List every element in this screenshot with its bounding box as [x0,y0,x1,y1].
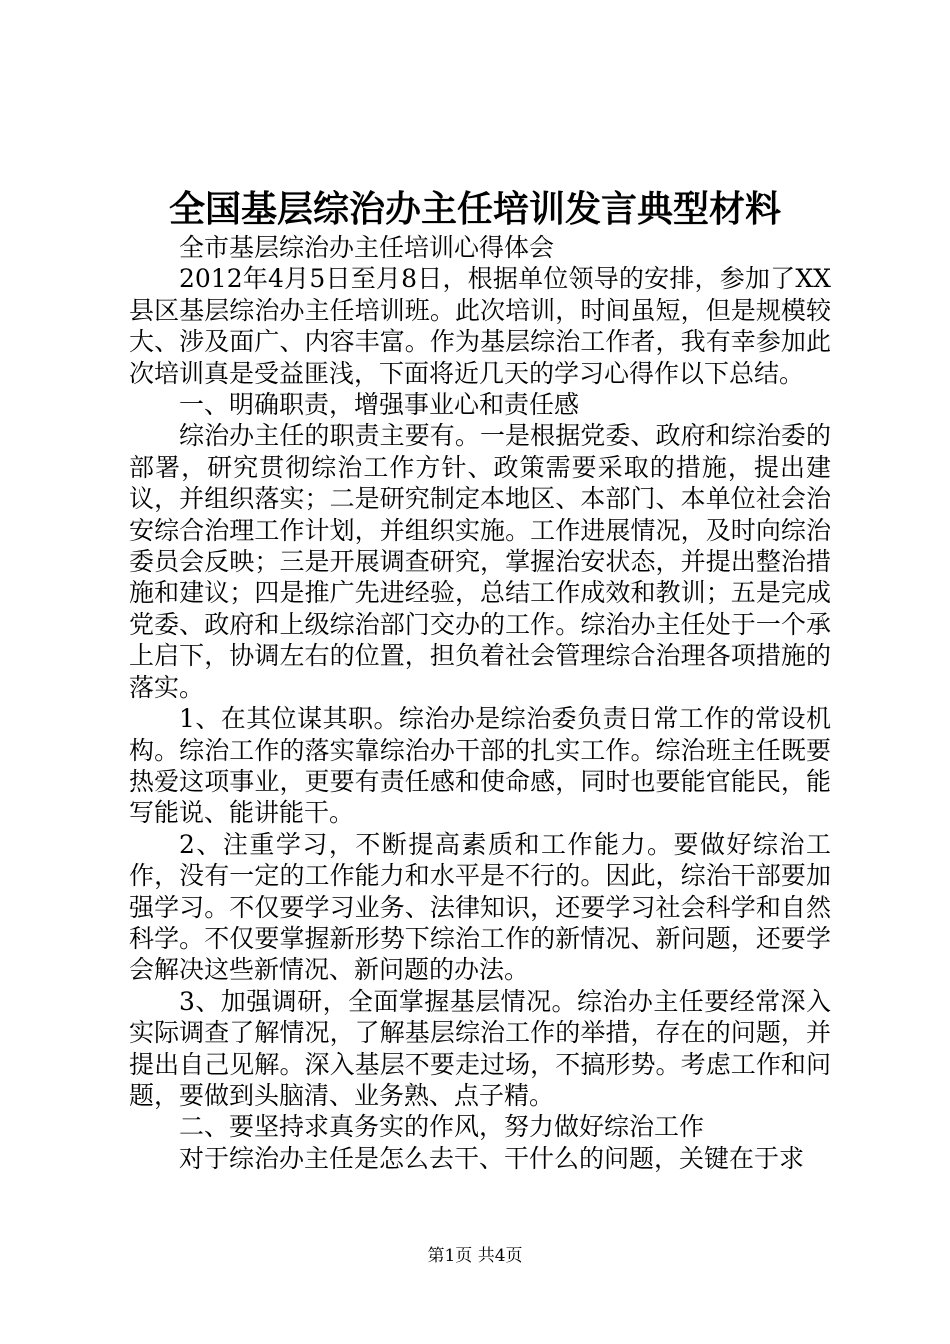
page-number: 第1页 [427,1246,473,1266]
point-2-paragraph: 2、注重学习，不断提高素质和工作能力。要做好综治工作，没有一定的工作能力和水平是不行的。因此，综治干部要加强学习。不仅要学习业务、法律知识，还要学习社会科学和自然科学。不仅要掌握新形势下综治工作的新情况、新问题，还要学会解决这些新情况、新问题的办法。 [129,829,831,985]
page-footer [0,1244,950,1268]
point-1-paragraph: 1、在其位谋其职。综治办是综治委负责日常工作的常设机构。综治工作的落实靠综治办干部的扎实工作。综治班主任既要热爱这项事业，更要有责任感和使命感，同时也要能官能民，能写能说、能讲能干。 [129,704,831,828]
intro-paragraph: 2012年4月5日至月8日，根据单位领导的安排，参加了XX县区基层综治办主任培训班。此次培训，时间虽短，但是规模较大、涉及面广、内容丰富。作为基层综治工作者，我有幸参加此次培训真是受益匪浅，下面将近几天的学习心得作以下总结。 [129,264,831,388]
point-3-paragraph: 3、加强调研，全面掌握基层情况。综治办主任要经常深入实际调查了解情况，了解基层综治工作的举措，存在的问题，并提出自己见解。深入基层不要走过场，不搞形势。考虑工作和问题，要做到头脑清、业务熟、点子精。 [129,986,831,1110]
closing-paragraph: 对于综治办主任是怎么去干、干什么的问题，关键在于求 [179,1143,805,1173]
page-total: 共4页 [477,1246,523,1266]
section-heading-2: 二、要坚持求真务实的作风，努力做好综治工作 [179,1112,705,1142]
duties-paragraph: 综治办主任的职责主要有。一是根据党委、政府和综治委的部署，研究贯彻综治工作方针、政策需要采取的措施，提出建议，并组织落实；二是研究制定本地区、本部门、本单位社会治安综合治理工作计划，并组织实施。工作进展情况，及时向综治委员会反映；三是开展调查研究，掌握治安状态，并提出整治措施和建议；四是推广先进经验，总结工作成效和教训；五是完成党委、政府和上级综治部门交办的工作。综治办主任处于一个承上启下，协调左右的位置，担负着社会管理综合治理各项措施的落实。 [129,421,831,702]
document-title: 全国基层综治办主任培训发言典型材料 [168,188,781,230]
section-heading-1: 一、明确职责，增强事业心和责任感 [179,390,580,420]
document-body [129,232,831,1174]
subtitle-paragraph: 全市基层综治办主任培训心得体会 [179,233,555,262]
